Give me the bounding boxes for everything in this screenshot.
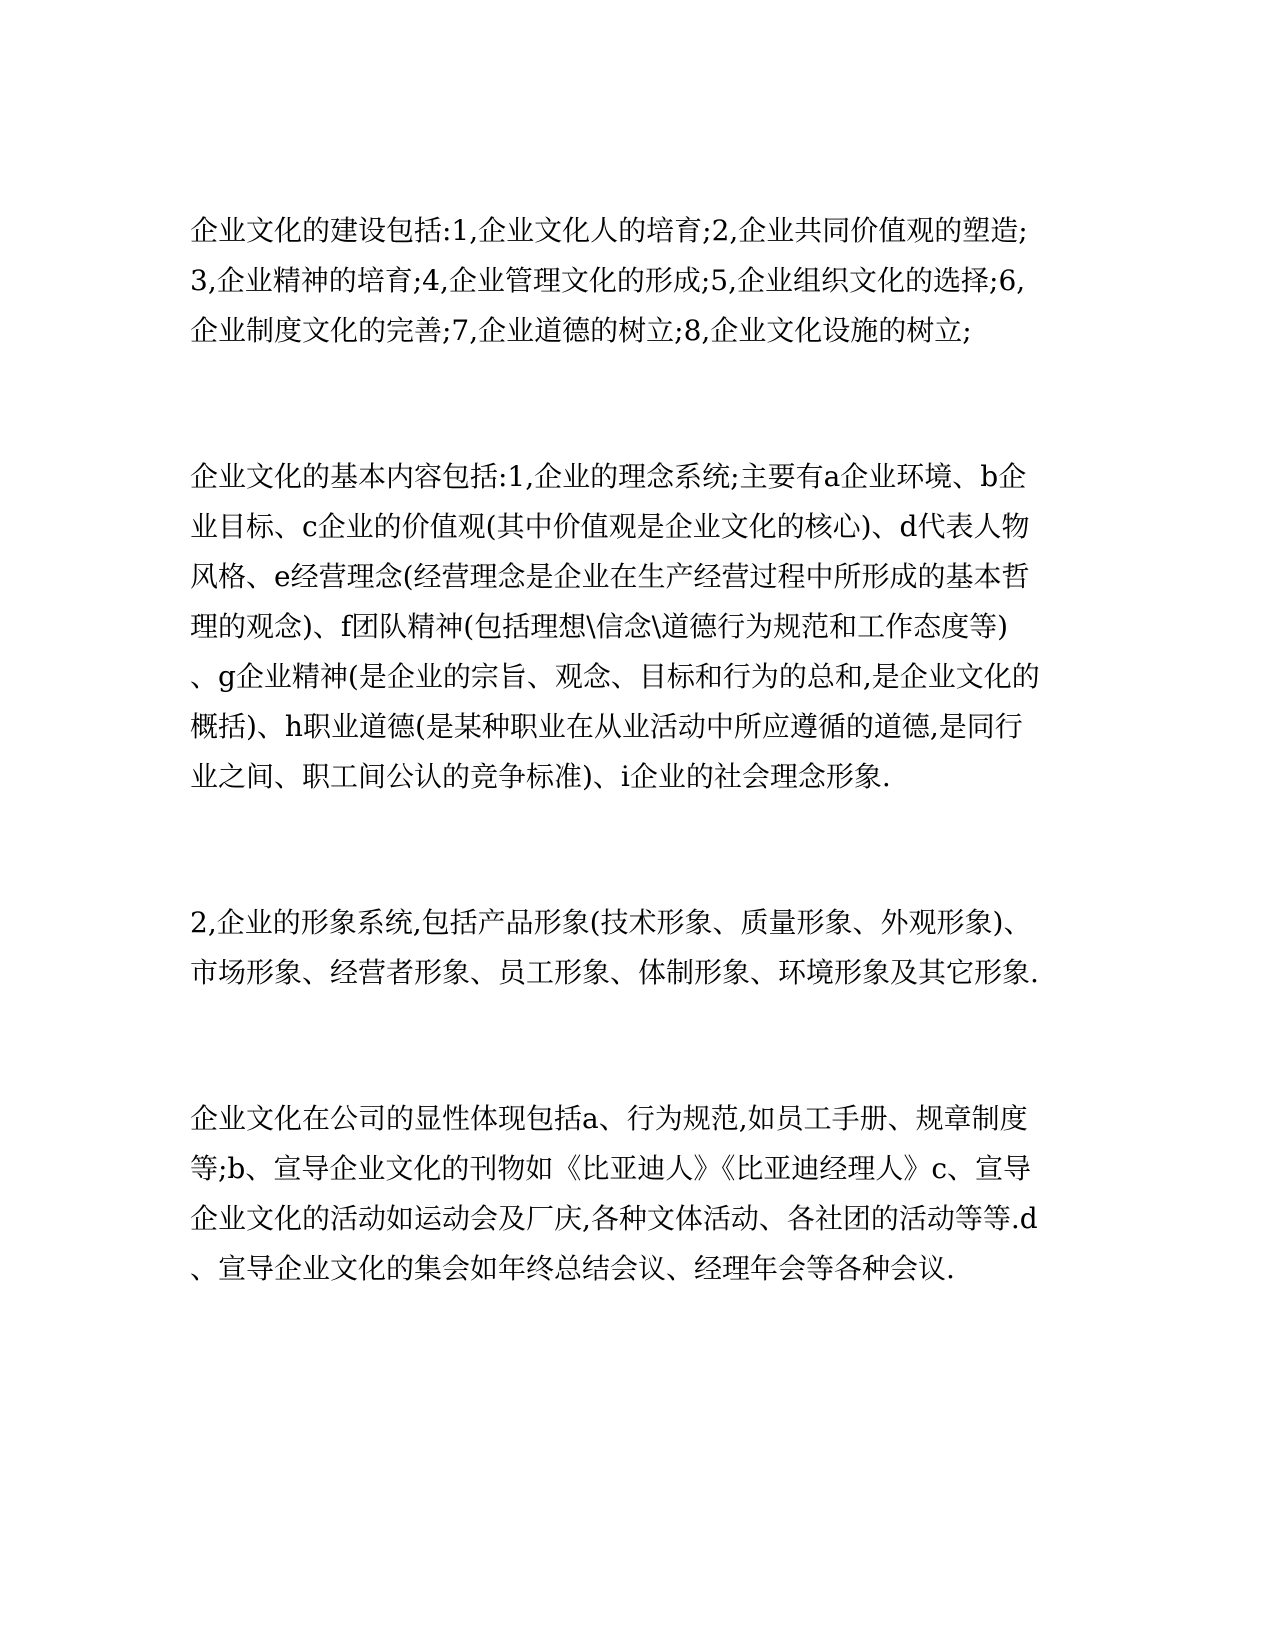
paragraph-line: 企业制度文化的完善;7,企业道德的树立;8,企业文化设施的树立; (190, 314, 972, 347)
paragraph-line: 业目标、c企业的价值观(其中价值观是企业文化的核心)、d代表人物 (190, 510, 1030, 543)
paragraph-line: 企业文化的建设包括:1,企业文化人的培育;2,企业共同价值观的塑造; (190, 214, 1028, 247)
document-body (190, 206, 1070, 1294)
paragraph-line: 等;b、宣导企业文化的刊物如《比亚迪人》《比亚迪经理人》c、宣导 (190, 1152, 1032, 1185)
paragraph-line: 概括)、h职业道德(是某种职业在从业活动中所应遵循的道德,是同行 (190, 710, 1023, 743)
paragraph-line: 业之间、职工间公认的竞争标准)、i企业的社会理念形象. (190, 760, 891, 793)
paragraph-line: 、宣导企业文化的集会如年终总结会议、经理年会等各种会议. (190, 1252, 955, 1285)
paragraph-line: 、g企业精神(是企业的宗旨、观念、目标和行为的总和,是企业文化的 (190, 660, 1040, 693)
paragraph-spacer (190, 998, 1070, 1094)
paragraph-culture-building (190, 206, 1070, 356)
paragraph-line: 理的观念)、f团队精神(包括理想\信念\道德行为规范和工作态度等) (190, 610, 1009, 643)
paragraph-line: 企业文化的基本内容包括:1,企业的理念系统;主要有a企业环境、b企 (190, 460, 1027, 493)
paragraph-line: 风格、e经营理念(经营理念是企业在生产经营过程中所形成的基本哲 (190, 560, 1030, 593)
paragraph-line: 企业文化的活动如运动会及厂庆,各种文体活动、各社团的活动等等.d (190, 1202, 1038, 1235)
paragraph-spacer (190, 802, 1070, 898)
paragraph-line: 3,企业精神的培育;4,企业管理文化的形成;5,企业组织文化的选择;6, (190, 264, 1026, 297)
paragraph-spacer (190, 356, 1070, 452)
paragraph-explicit-manifestation (190, 1094, 1070, 1294)
paragraph-line: 企业文化在公司的显性体现包括a、行为规范,如员工手册、规章制度 (190, 1102, 1028, 1135)
paragraph-line: 2,企业的形象系统,包括产品形象(技术形象、质量形象、外观形象)、 (190, 906, 1032, 939)
paragraph-culture-content (190, 452, 1070, 802)
paragraph-image-system (190, 898, 1070, 998)
paragraph-line: 市场形象、经营者形象、员工形象、体制形象、环境形象及其它形象. (190, 956, 1039, 989)
